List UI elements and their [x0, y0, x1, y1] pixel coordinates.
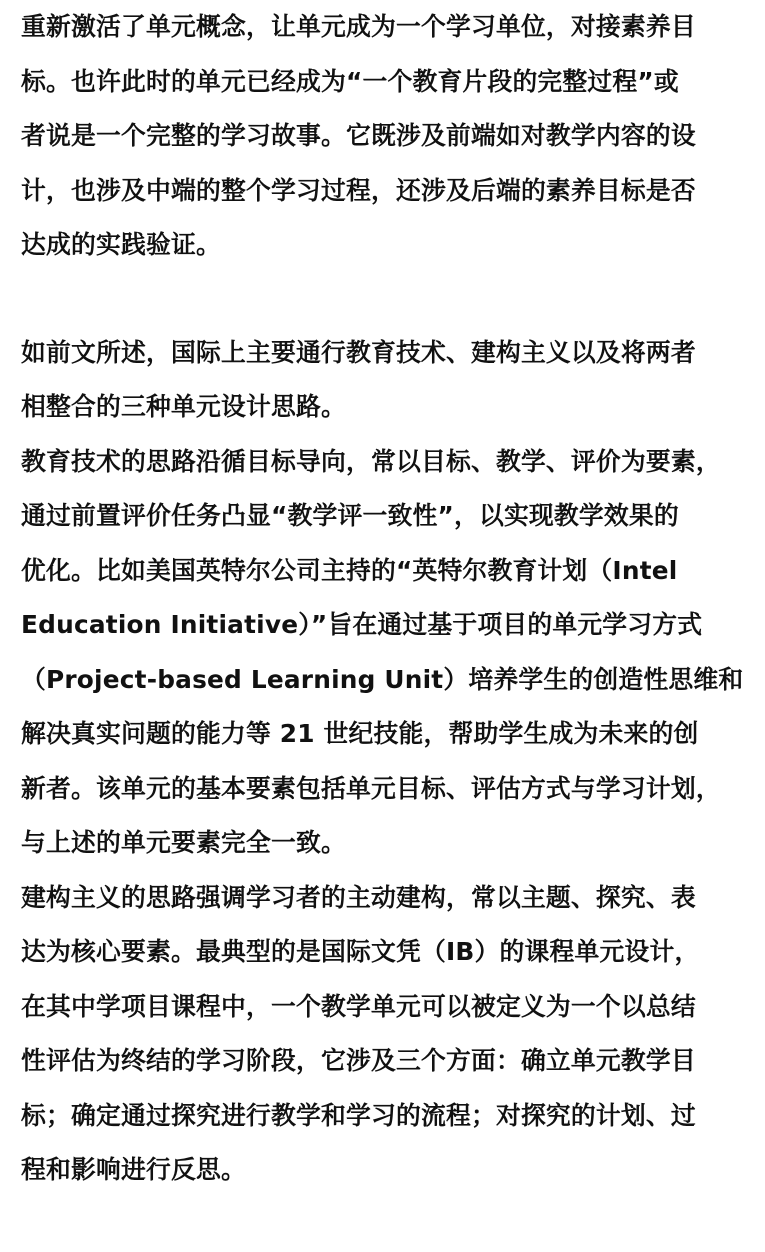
text-line: 如前文所述，国际上主要通行教育技术、建构主义以及将两者 [21, 337, 696, 367]
text-line: 与上述的单元要素完全一致。 [21, 828, 346, 857]
text-line: 达为核心要素。最典型的是国际文凭（IB）的课程单元设计， [21, 937, 700, 966]
text-line: 解决真实问题的能力等 21 世纪技能，帮助学生成为未来的创 [21, 719, 699, 748]
text-line: 建构主义的思路强调学习者的主动建构，常以主题、探究、表 [21, 882, 696, 912]
text-line: 标。也许此时的单元已经成为“一个教育片段的完整过程”或 [21, 66, 679, 96]
paragraph-3 [21, 435, 765, 871]
text-line: 教育技术的思路沿循目标导向，常以目标、教学、评价为要素， [21, 446, 721, 476]
text-line: 性评估为终结的学习阶段，它涉及三个方面：确立单元教学目 [21, 1046, 696, 1075]
text-line: 相整合的三种单元设计思路。 [21, 392, 346, 421]
text-line: 程和影响进行反思。 [21, 1155, 246, 1184]
text-line: 标；确定通过探究进行教学和学习的流程；对探究的计划、过 [21, 1100, 696, 1130]
text-line: 优化。比如美国英特尔公司主持的“英特尔教育计划（Intel [21, 555, 678, 585]
text-line: 重新激活了单元概念，让单元成为一个学习单位，对接素养目 [21, 12, 696, 41]
text-line: 在其中学项目课程中，一个教学单元可以被定义为一个以总结 [21, 991, 696, 1021]
paragraph-spacer [21, 273, 765, 326]
text-line: 通过前置评价任务凸显“教学评一致性”，以实现教学效果的 [21, 501, 679, 530]
text-line: 达成的实践验证。 [21, 230, 221, 259]
paragraph-1 [21, 0, 765, 273]
paragraph-4 [21, 871, 765, 1198]
paragraph-2 [21, 326, 765, 435]
text-line: 新者。该单元的基本要素包括单元目标、评估方式与学习计划， [21, 773, 721, 803]
text-line: Education Initiative）”旨在通过基于项目的单元学习方式 [21, 610, 703, 639]
text-line: 计，也涉及中端的整个学习过程，还涉及后端的素养目标是否 [21, 175, 696, 205]
text-line: （Project-based Learning Unit）培养学生的创造性思维和 [21, 664, 744, 694]
text-line: 者说是一个完整的学习故事。它既涉及前端如对教学内容的设 [21, 121, 696, 150]
